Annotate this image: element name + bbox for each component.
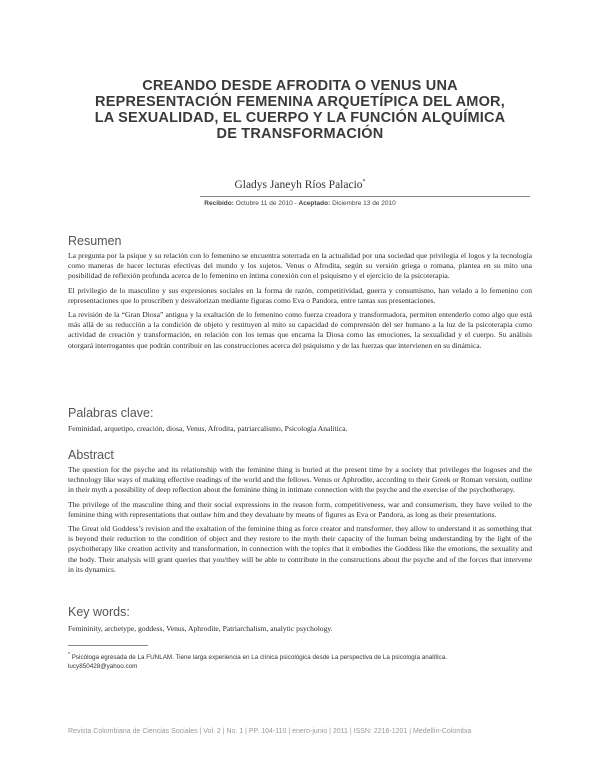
- abstract-paragraph: The question for the psyche and its relationship with the feminine thing is buried at the present time by a society that privileges the logoses and the technology like ways of making effective readings of the world and the fellows. Venus or Aphrodite, according to their Greek or Roman version, outline in their myth a possibility of deep reflection about the feminine thing in intimate connection with the psyche and the exercise of the psychotherapy.: [68, 465, 532, 495]
- accepted-label: Aceptado:: [298, 200, 331, 207]
- resumen-heading: Resumen: [68, 234, 122, 248]
- resumen-paragraph: La revisión de la “Gran Diosa” antigua y la exaltación de lo femenino como fuerza creadora y transformadora, permiten entenderlo como algo que está más allá de su reducción a la condición de objeto y restituyen al mito su capacidad de comprensión del ser humano a la luz de la psicoterapia como actividad de creación y transformación, en relación con los temas que encarna la Diosa como las emociones, la sexualidad y el cuerpo. Su análisis otorgará interrogantes que podrán contribuir en las construcciones acerca del psiquismo y de las fuerzas que intervienen en su dinámica.: [68, 310, 532, 350]
- footnote-divider: [68, 645, 148, 646]
- article-title: CREANDO DESDE AFRODITA O VENUS UNA REPRESENTACIÓN FEMENINA ARQUETÍPICA DEL AMOR, LA SEXUALIDAD, EL CUERPO Y LA FUNCIÓN ALQUÍMICA DE TRANSFORMACIÓN: [94, 78, 506, 142]
- journal-footer: Revista Colombiana de Ciencias Sociales | Vol. 2 | No. 1 | PP. 104-110 | enero-junio | 2011 | ISSN: 2216-1201 | Medellín-Colombia: [68, 728, 472, 735]
- resumen-paragraph: La pregunta por la psique y su relación con lo femenino se encuentra soterrada en la actualidad por una sociedad que privilegia el logos y la tecnología como maneras de hacer lecturas efectivas del mundo y los sujetos. Venus o Afrodita, según su versión griega o romana, plantea en su mito una posibilidad de reflexión profunda acerca de lo femenino en íntima conexión con el psiquismo y el ejercicio de la psicoterapia.: [68, 251, 532, 281]
- abstract-body: [68, 465, 532, 579]
- footnote-text: Psicóloga egresada de La FUNLAM. Tiene larga experiencia en La clínica psicológica desde La perspectiva de La psicología analítica.: [71, 654, 447, 662]
- abstract-paragraph: The Great old Goddess’s revision and the exaltation of the feminine thing as force creator and transformer, they allow to understand it as something that is beyond their reduction to the condition of object and they restore to the myth their capacity of the human being understanding by the light of the psychotherapy like creation activity and transformation, in connection with the topics that it embodies the Goddess like the emotions, the sexuality and the body. Their analysis will grant queries that you/they will be able to contribute in the constructions about the psyche and of the forces that intervene in its dynamics.: [68, 524, 532, 574]
- abstract-paragraph: The privilege of the masculine thing and their social expressions in the reason form, competitiveness, war and consumerism, they have veiled to the feminine thing with representations that outlaw him and they devaluate by means of figures as Eva or Pandora, as long as their presentations.: [68, 499, 532, 519]
- dates-line: [0, 200, 600, 207]
- key-words-text: Femininity, archetype, goddess, Venus, Aphrodite, Patriarchalism, analytic psychology.: [68, 624, 333, 633]
- abstract-heading: Abstract: [68, 448, 114, 462]
- author-name: Gladys Janeyh Ríos Palacio: [234, 179, 363, 191]
- key-words-heading: Key words:: [68, 605, 130, 619]
- received-date: Octubre 11 de 2010: [235, 200, 293, 207]
- author-line: [0, 179, 600, 191]
- dates-separator: -: [292, 200, 299, 207]
- title-divider: [200, 196, 530, 197]
- palabras-clave-text: Feminidad, arquetipo, creación, diosa, Venus, Afrodita, patriarcalismo, Psicología Analítica.: [68, 424, 348, 433]
- footnote-marker: *: [68, 652, 70, 658]
- received-label: Recibido:: [204, 200, 234, 207]
- accepted-date: Diciembre 13 de 2010: [332, 200, 396, 207]
- author-footnote-marker[interactable]: *: [362, 179, 366, 186]
- author-footnote: [68, 651, 538, 671]
- resumen-body: [68, 251, 532, 355]
- resumen-paragraph: El privilegio de lo masculino y sus expresiones sociales en la forma de razón, competitividad, guerra y consumismo, han velado a lo femenino con representaciones que lo proscriben y desvalorizan mediante figuras como Eva o Pandora, entre tantas sus presentaciones.: [68, 285, 532, 305]
- palabras-clave-heading: Palabras clave:: [68, 406, 154, 420]
- footnote-email[interactable]: lucy850428@yahoo.com: [68, 663, 138, 671]
